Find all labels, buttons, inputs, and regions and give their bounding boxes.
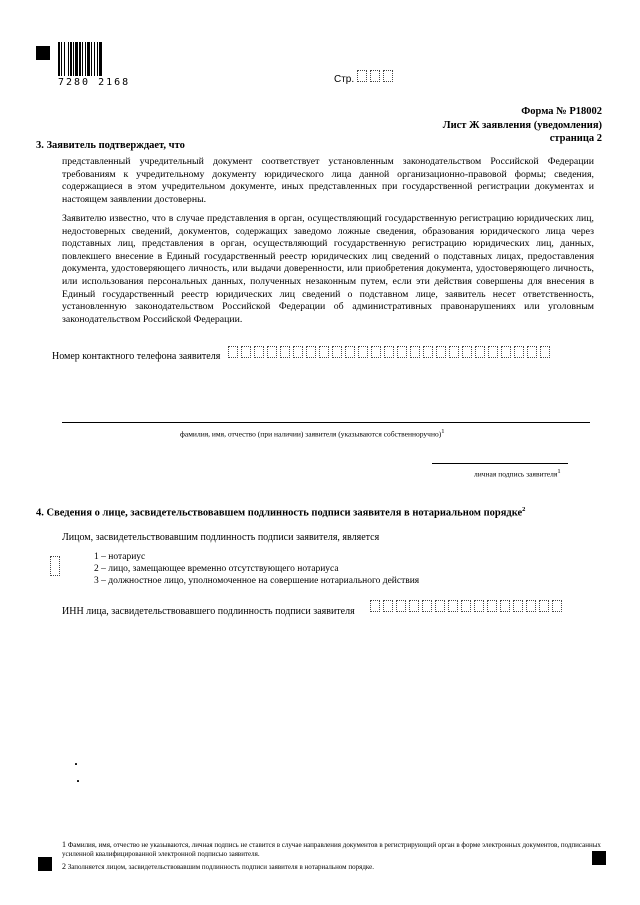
form-number: Форма № Р18002 bbox=[521, 106, 602, 117]
signature-line[interactable] bbox=[432, 463, 568, 464]
option-1: 1 – нотариус bbox=[94, 552, 146, 562]
phone-cell[interactable] bbox=[306, 346, 316, 358]
phone-cell[interactable] bbox=[267, 346, 277, 358]
phone-cell[interactable] bbox=[397, 346, 407, 358]
inn-cell[interactable] bbox=[461, 600, 471, 612]
sheet-title: Лист Ж заявления (уведомления) bbox=[442, 120, 602, 131]
option-3: 3 – должностное лицо, уполномоченное на совершение нотариального действия bbox=[94, 576, 420, 586]
phone-cell[interactable] bbox=[384, 346, 394, 358]
inn-cell[interactable] bbox=[396, 600, 406, 612]
phone-label: Номер контактного телефона заявителя bbox=[52, 351, 221, 362]
section-3-paragraph-2: Заявителю известно, что в случае представления в орган, осуществляющий государственную регистрацию юридических лиц, недостоверных сведений, документов, содержащих заведомо ложные сведения, образования юридического лица через подставных лиц, представления в орган, осуществляющий государственную регистрацию юридических лиц, данных, повлекшего внесение в Единый государственный реестр юридических лиц сведений о подставных лицах, предоставления документа, удостоверяющего личность, или выдачи доверенности, или приобретения документа, удостоверяющего личность, или использования персональных данных, полученных незаконным путем, если эти действия совершены для внесения в Единый государственный реестр юридических лиц сведений о подставном лице, заявитель несет ответственность, установленную законодательством Российской Федерации об административных правонарушениях или уголовным законодательством Российской Федерации. bbox=[62, 213, 594, 325]
inn-label: ИНН лица, засвидетельствовавшего подлинность подписи заявителя bbox=[62, 606, 355, 617]
inn-cell[interactable] bbox=[526, 600, 536, 612]
barcode-number: 7280 2168 bbox=[58, 77, 131, 88]
inn-cell[interactable] bbox=[513, 600, 523, 612]
registration-marker-bottom-left bbox=[38, 857, 52, 871]
inn-input[interactable] bbox=[370, 600, 565, 612]
signature-caption: личная подпись заявителя$^1$ bbox=[474, 468, 561, 479]
phone-cell[interactable] bbox=[371, 346, 381, 358]
inn-cell[interactable] bbox=[422, 600, 432, 612]
inn-cell[interactable] bbox=[370, 600, 380, 612]
page-number-cell[interactable] bbox=[357, 70, 367, 82]
inn-cell[interactable] bbox=[552, 600, 562, 612]
fio-line[interactable] bbox=[62, 422, 590, 423]
phone-cell[interactable] bbox=[475, 346, 485, 358]
person-type-cell[interactable] bbox=[50, 556, 60, 576]
phone-cell[interactable] bbox=[345, 346, 355, 358]
inn-cell[interactable] bbox=[435, 600, 445, 612]
phone-cell[interactable] bbox=[449, 346, 459, 358]
section-4-title: 4. Сведения о лице, засвидетельствовавшем подлинность подписи заявителя в нотариальном порядке$^2$ bbox=[36, 506, 526, 519]
phone-cell[interactable] bbox=[488, 346, 498, 358]
registration-marker-top-left bbox=[36, 46, 50, 60]
fio-caption: фамилия, имя, отчество (при наличии) заявителя (указываются собственноручно)$^1$ bbox=[180, 428, 445, 439]
inn-cell[interactable] bbox=[383, 600, 393, 612]
inn-cell[interactable] bbox=[474, 600, 484, 612]
footnote-2: 2 Заполняется лицом, засвидетельствовавшим подлинность подписи заявителя в нотариальном порядке. bbox=[62, 862, 374, 871]
phone-cell[interactable] bbox=[358, 346, 368, 358]
person-label: Лицом, засвидетельствовавшим подлинность подписи заявителя, является bbox=[62, 532, 380, 543]
inn-cell[interactable] bbox=[539, 600, 549, 612]
scan-dot bbox=[75, 763, 77, 765]
page-number-label: Стр. bbox=[334, 74, 355, 85]
person-type-input[interactable] bbox=[50, 556, 63, 576]
phone-cell[interactable] bbox=[410, 346, 420, 358]
inn-cell[interactable] bbox=[448, 600, 458, 612]
phone-cell[interactable] bbox=[241, 346, 251, 358]
phone-cell[interactable] bbox=[436, 346, 446, 358]
page-number-cell[interactable] bbox=[383, 70, 393, 82]
scan-dot bbox=[77, 780, 79, 782]
page-number-field[interactable] bbox=[357, 70, 396, 82]
phone-cell[interactable] bbox=[501, 346, 511, 358]
phone-cell[interactable] bbox=[527, 346, 537, 358]
sheet-page: страница 2 bbox=[549, 133, 602, 144]
phone-cell[interactable] bbox=[540, 346, 550, 358]
barcode bbox=[58, 42, 138, 76]
section-3-title: 3. Заявитель подтверждает, что bbox=[36, 140, 185, 151]
phone-cell[interactable] bbox=[514, 346, 524, 358]
phone-cell[interactable] bbox=[228, 346, 238, 358]
footnote-1: 1 Фамилия, имя, отчество не указываются, личная подпись не ставится в случае направления документов в регистрирующий орган в форме электронных документов, подписанных усиленной квалифицированной электронной подписью заявителя. bbox=[62, 840, 601, 858]
phone-cell[interactable] bbox=[293, 346, 303, 358]
barcode-bar bbox=[102, 42, 104, 76]
phone-input[interactable] bbox=[228, 346, 553, 358]
phone-cell[interactable] bbox=[254, 346, 264, 358]
inn-cell[interactable] bbox=[500, 600, 510, 612]
inn-cell[interactable] bbox=[487, 600, 497, 612]
option-2: 2 – лицо, замещающее временно отсутствующего нотариуса bbox=[94, 564, 339, 574]
phone-cell[interactable] bbox=[462, 346, 472, 358]
phone-cell[interactable] bbox=[280, 346, 290, 358]
inn-cell[interactable] bbox=[409, 600, 419, 612]
phone-cell[interactable] bbox=[423, 346, 433, 358]
section-3-paragraph-1: представленный учредительный документ соответствует установленным законодательством Российской Федерации требованиям к учредительному документу юридического лица данной организационно-правовой формы; сведения, содержащиеся в этом учредительном документе, иных представленных при государственной регистрации документах и настоящем заявлении достоверны. bbox=[62, 156, 594, 205]
phone-cell[interactable] bbox=[332, 346, 342, 358]
phone-cell[interactable] bbox=[319, 346, 329, 358]
page-number-cell[interactable] bbox=[370, 70, 380, 82]
